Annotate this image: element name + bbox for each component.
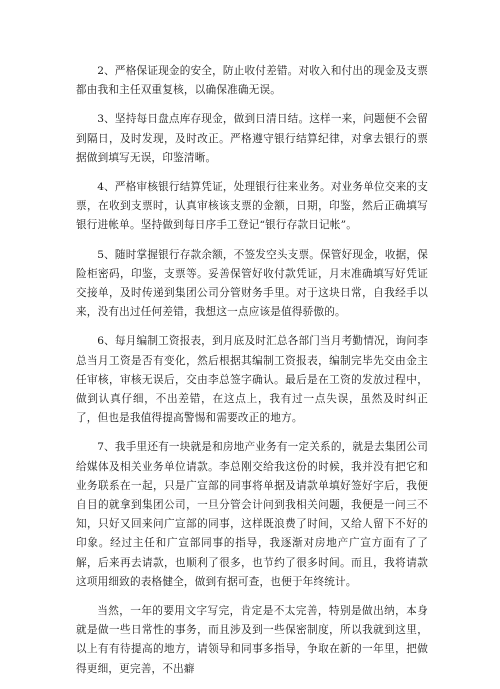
paragraph-conclusion: 当然，一年的要用文字写完，肯定是不太完善，特别是做出纳，本身就是做一些日常性的事务，而且涉及到一些保密制度，所以我就到这里，以上有有待提高的地方，请领导和同事多指导，争取在新的一年里，把做得更细，更完善，不出癖	[76, 605, 428, 675]
paragraph-cash-safety: 2、严格保证现金的安全，防止收付差错。对收入和付出的现金及支票都由我和主任双重复核，以确保准确无误。	[76, 65, 428, 97]
paragraph-payroll: 6、每月编制工资报表，到月底及时汇总各部门当月考勤情况，询问李总当月工资是否有变化，然后根据其编制工资报表，编制完毕先交由金主任审核，审核无误后，交由李总签字确认。最后是在工资的发放过程中，做到认真仔细，不出差错，在这点上，我有过一点失误，虽然及时纠正了，但也是我值得提高警惕和需要改正的地方。	[76, 335, 428, 425]
document-body	[76, 62, 428, 689]
paragraph-bank-balance: 5、随时掌握银行存款余额，不签发空头支票。保管好现金，收据，保险柜密码，印鉴，支票等。妥善保管好收付款凭证，月末准确填写好凭证交接单，及时传递到集团公司分管财务手里。对于这块日常，自我经手以来，没有出过任何差错，我想这一点应该是值得骄傲的。	[76, 248, 428, 319]
paragraph-real-estate-payments: 7、我手里还有一块就是和房地产业务有一定关系的，就是去集团公司给媒体及相关业务单位请款。李总刚交给我这份的时候，我并没有把它和业务联系在一起，只是广宣部的同事将单据及请款单填好签好字后，我便自目的就拿到集团公司，一旦分管会计问到我相关问题，我便是一问三不知，只好又回来问广宣部的同事，这样既浪费了时间，又给人留下不好的印象。经过主任和广宣部同事的指导，我逐渐对房地产广宣方面有了了解，后来再去请款，也顺利了很多，也节约了很多时间。而且，我将请款这项用细致的表格健全，做到有据可查，也便于年终统计。	[76, 441, 428, 588]
paragraph-bank-settlement: 4、严格审核银行结算凭证，处理银行往来业务。对业务单位交来的支票，在收到支票时，认真审核该支票的金额，日期，印鉴，然后正确填写银行进帐单。坚持做到每日序手工登记“银行存款日记帐”。	[76, 181, 428, 232]
paragraph-daily-inventory: 3、坚持每日盘点库存现金，做到日清日结。这样一来，问题便不会留到隔日，及时发现，及时改正。严格遵守银行结算纪律，对拿去银行的票据做到填写无误，印鉴清晰。	[76, 113, 428, 164]
